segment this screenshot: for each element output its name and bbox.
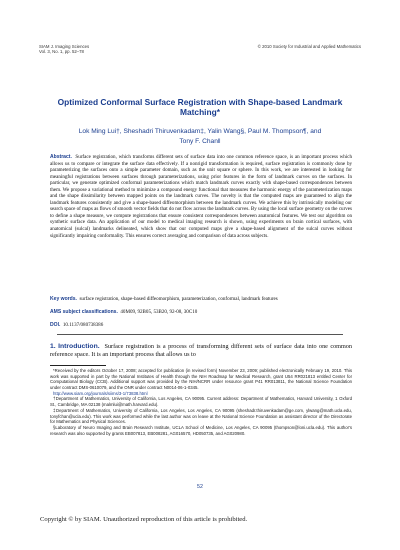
journal-header — [39, 44, 89, 55]
footnote-received: *Received by the editors October 17, 2008; accepted for publication (in revised form) November 23, 2009; published electronically February 19, 2010. This work was supported in part by the National Institutes of Health through the NIH Roadmap for Medical Research, grant U54 RR021813 entitled Center for Computational Biology (CCB). Additional support was provided by the NIH/NCRR under resource grant P41 RR013811, the National Science Foundation under contract DMS-0610079, and the ONR under contract N0014-06-1-0345. — [50, 368, 352, 390]
author-line-2: Tony F. Chan‖ — [179, 137, 221, 145]
page-number: 52 — [197, 484, 203, 490]
doi — [50, 322, 352, 329]
ams-classifications — [50, 309, 352, 316]
keywords-label: Key words. — [50, 296, 77, 302]
section-number: 1. — [50, 343, 56, 350]
journal-volume: Vol. 3, No. 1, pp. 52–78 — [39, 49, 84, 55]
abstract-divider — [57, 334, 343, 335]
keywords-text: surface registration, shape-based diffeomorphism, parameterization, conformal, landmark features — [79, 296, 278, 302]
paper-title: Optimized Conformal Surface Registration with Shape-based Landmark Matching* — [57, 97, 343, 118]
ams-label: AMS subject classifications. — [50, 309, 118, 315]
footnote-affiliation-2: ‡Department of Mathematics, University of California, Los Angeles, Los Angeles, CA 90095 (sheshadr.thiruvenkadam@ge.com, ylwang@math.ucla.edu, tonyfchan@ucla.edu). This work was performed while the last author was on leave at the National Science Foundation as assistant director of the Directorate for Mathematics and Physical Sciences. — [50, 407, 352, 425]
journal-copyright: © 2010 Society for Industrial and Applied Mathematics — [257, 44, 361, 49]
footnote-url[interactable]: http://www.siam.org/journals/siims/3-1/73838.html — [53, 390, 148, 396]
introduction — [50, 343, 352, 360]
abstract-label: Abstract. — [50, 154, 72, 160]
footnote-divider — [50, 365, 106, 366]
section-heading: Introduction. — [58, 343, 100, 350]
footnotes — [50, 368, 352, 437]
footnote-affiliation-1: †Department of Mathematics, University of California, Los Angeles, CA 90095. Current address: Department of Mathematics, Harvard University, 1 Oxford St., Cambridge, MA 02138 (malmlui@math.harvard.edu). — [50, 396, 352, 407]
keywords — [50, 296, 352, 303]
abstract — [50, 154, 352, 239]
ams-text: 40M09, 92B05, 53B20, 92-08, 30C10 — [120, 309, 198, 315]
doi-label: DOI. — [50, 322, 61, 328]
abstract-text: Surface registration, which transforms different sets of surface data into one common reference space, is an important process which allows us to compare or integrate the surface data effectively. If a nonrigid transformation is required, surface registration is commonly done by parameterizing the surfaces onto a simple parameter domain, such as the unit square or sphere. In this work, we are interested in looking for meaningful registrations between surfaces through parameterizations, using prior features in the form of landmark curves on the surfaces. In particular, we generate optimized conformal parameterizations which match landmark curves exactly with shape-based correspondences between them. We propose a variational method to minimize a compound energy functional that measures the harmonic energy of the parameterization maps and the shape dissimilarity between mapped points on the landmark curves. The novelty is that the computed maps are guaranteed to align the landmark features consistently and give a shape-based diffeomorphism between the landmark curves. We achieve this by intrinsically modeling our search space of maps as flows of smooth vector fields that do not flow across the landmark curves. By using the local surface geometry on the curves to define a shape measure, we compute registrations that ensure consistent correspondences between anatomical features. We test our algorithm on synthetic surface data. An application of our model to medical imaging research is shown, using experiments on brain cortical surfaces, with anatomical (sulcal) landmarks delineated, which show that our computed maps give a shape-based alignment of the sulcal curves without significantly impairing conformality. This ensures correct averaging and comparison of data across subjects. — [50, 154, 352, 239]
author-list — [40, 127, 360, 146]
journal-name: SIAM J. Imaging Sciences — [39, 44, 90, 49]
doi-text: 10.1137/080738386 — [62, 322, 104, 328]
footnote-affiliation-3: §Laboratory of Neuro Imaging and Brain Research Institute, UCLA School of Medicine, Los Angeles, CA 90095 (thompson@loni.ucla.edu). This author's research was also supported by grants EB007813, EB008281, AG016570, HD050735, and AG020980. — [50, 425, 352, 436]
intro-text: Surface registration is a process of transforming different sets of surface data into one common reference space. It is an important process that allows us to — [50, 343, 352, 359]
copyright-notice: Copyright © by SIAM. Unauthorized reproduction of this article is prohibited. — [40, 516, 248, 523]
author-line-1: Lok Ming Lui†, Sheshadri Thiruvenkadam‡, Yalin Wang§, Paul M. Thompson¶, and — [78, 128, 322, 135]
